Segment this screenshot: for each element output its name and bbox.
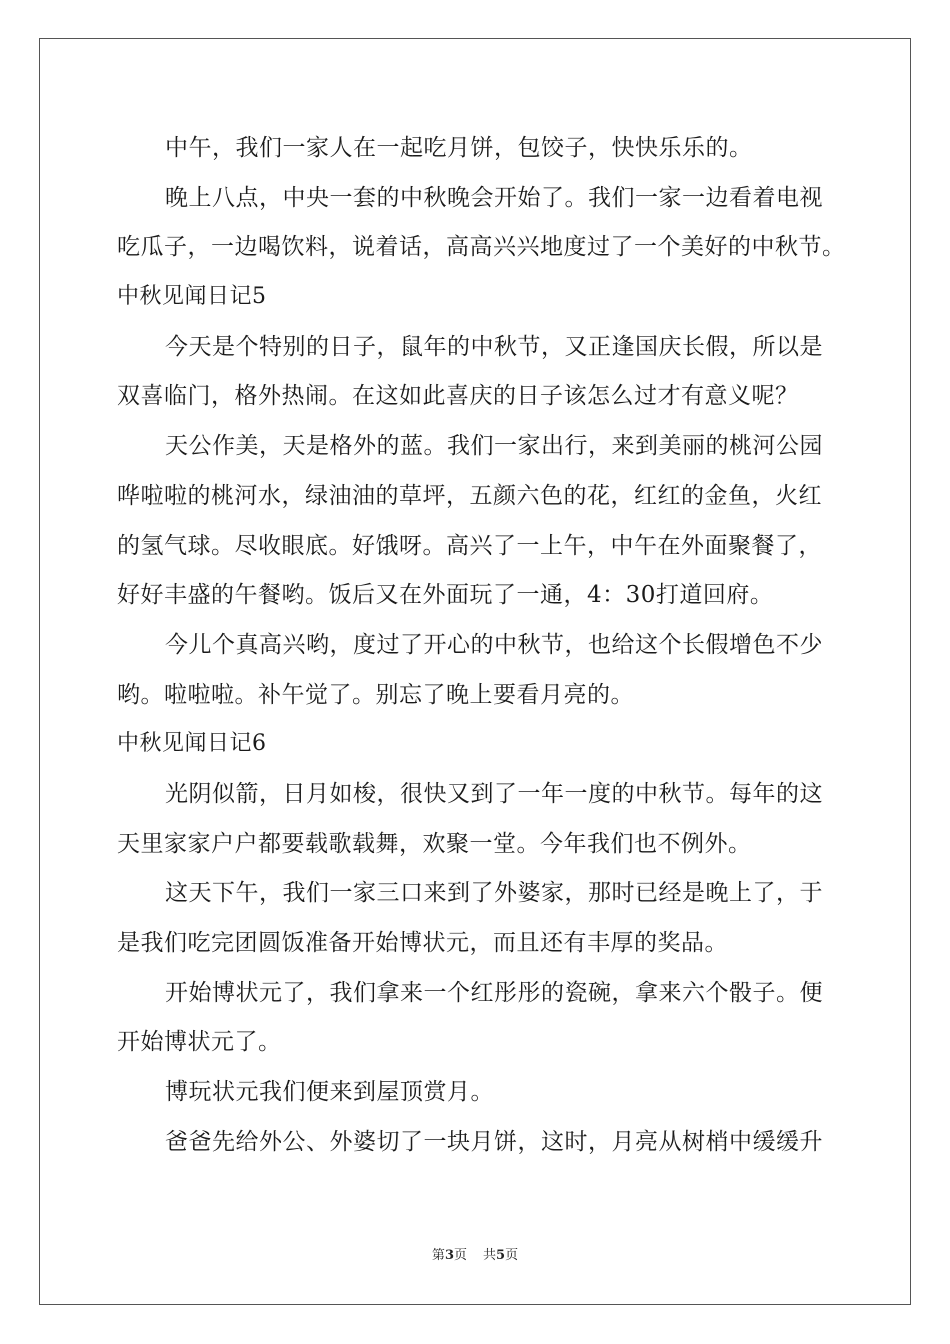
paragraph-line: 博玩状元我们便来到屋顶赏月。 [165,1079,494,1106]
paragraph-line: 晚上八点，中央一套的中秋晚会开始了。我们一家一边看着电视 [165,184,823,211]
section-heading: 中秋见闻日记5 [117,284,267,310]
paragraph-line: 开始博状元了，我们拿来一个红彤彤的瓷碗，拿来六个骰子。便 [165,979,823,1006]
paragraph-line: 中午，我们一家人在一起吃月饼，包饺子，快快乐乐的。 [165,135,753,161]
document-body [117,128,846,1171]
paragraph-line: 开始博状元了。 [117,1029,282,1056]
page-number: 第3页 [431,1248,467,1263]
paragraph-line: 双喜临门，格外热闹。在这如此喜庆的日子该怎么过才有意义呢？ [117,383,799,410]
paragraph-line: 光阴似箭，日月如梭，很快又到了一年一度的中秋节。每年的这 [165,780,823,807]
paragraph-line: 哗啦啦的桃河水，绿油油的草坪，五颜六色的花，红红的金鱼，火红 [117,482,822,509]
paragraph-line: 是我们吃完团圆饭准备开始博状元，而且还有丰厚的奖品。 [117,930,728,956]
paragraph-line: 哟。啦啦啦。补午觉了。别忘了晚上要看月亮的。 [117,681,634,708]
paragraph-line: 天公作美，天是格外的蓝。我们一家出行，来到美丽的桃河公园 [165,433,823,460]
paragraph-line: 天里家家户户都要载歌载舞，欢聚一堂。今年我们也不例外。 [117,830,752,857]
paragraph-line: 吃瓜子，一边喝饮料，说着话，高高兴兴地度过了一个美好的中秋节。 [117,234,846,261]
page-footer [0,1244,950,1263]
paragraph-line: 今天是个特别的日子，鼠年的中秋节，又正逢国庆长假，所以是 [165,333,823,360]
paragraph-line: 好好丰盛的午餐哟。饭后又在外面玩了一通，4：30打道回府。 [117,582,774,609]
paragraph-line: 今儿个真高兴哟，度过了开心的中秋节，也给这个长假增色不少 [165,631,823,658]
paragraph-line: 爸爸先给外公、外婆切了一块月饼，这时，月亮从树梢中缓缓升 [165,1128,823,1155]
paragraph-line: 的氢气球。尽收眼底。好饿呀。高兴了一上午，中午在外面聚餐了， [117,532,822,559]
paragraph-line: 这天下午，我们一家三口来到了外婆家，那时已经是晚上了，于 [165,880,823,907]
section-heading: 中秋见闻日记6 [117,731,267,757]
page-total: 共5页 [483,1248,519,1263]
